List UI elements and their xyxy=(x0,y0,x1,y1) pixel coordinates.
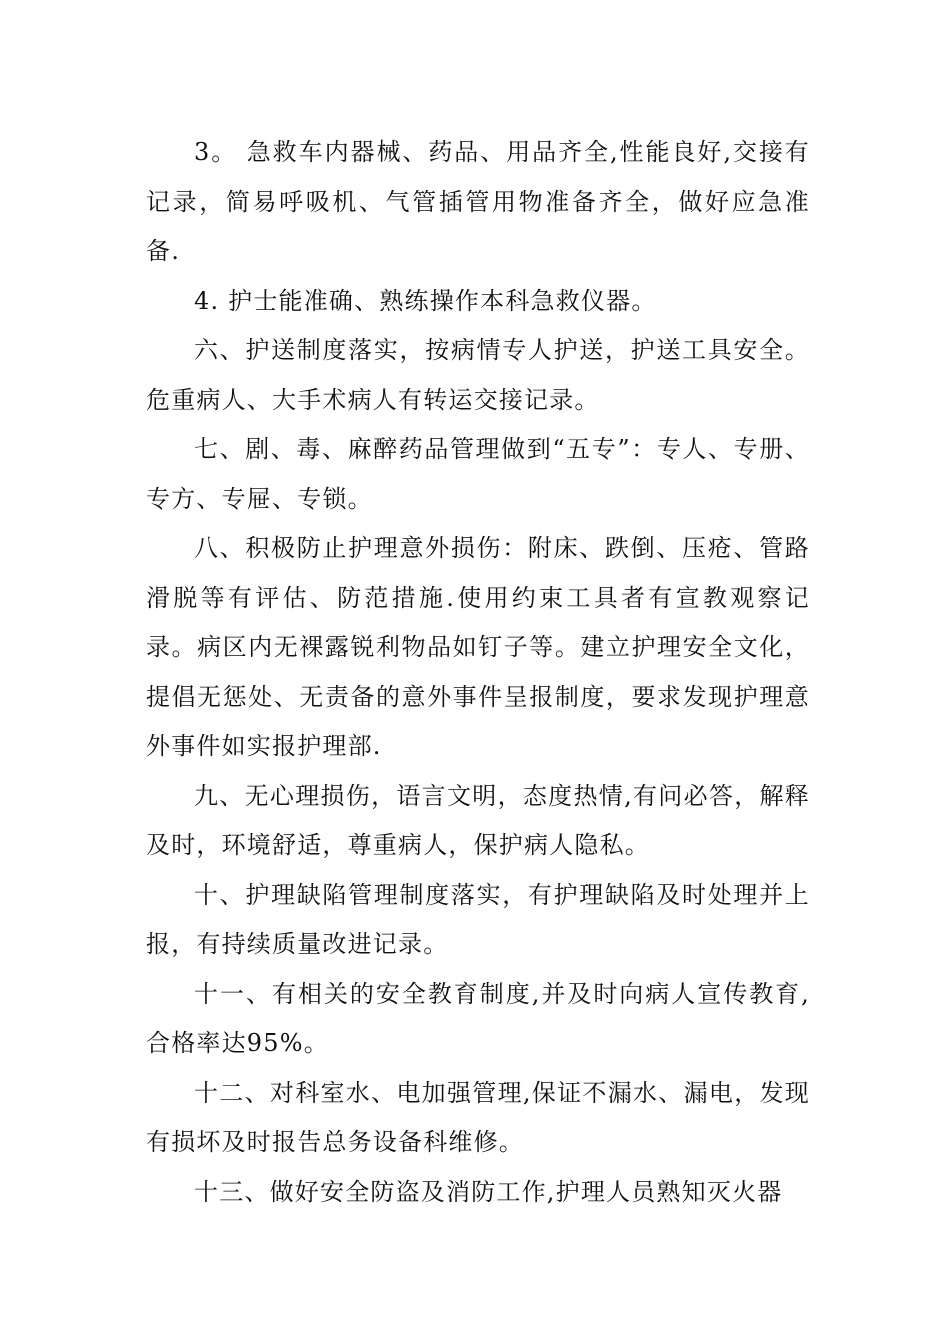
paragraph-section-12: 十二、对科室水、电加强管理,保证不漏水、漏电，发现有损坏及时报告总务设备科维修。 xyxy=(146,1078,810,1156)
paragraph-item-3: 3。 急救车内器械、药品、用品齐全,性能良好,交接有记录，简易呼吸机、气管插管用物准备齐全，做好应急准备. xyxy=(146,138,810,265)
paragraph-section-8: 八、积极防止护理意外损伤：附床、跌倒、压疮、管路滑脱等有评估、防范措施.使用约束工具者有宣教观察记录。病区内无裸露锐利物品如钉子等。建立护理安全文化，提倡无惩处、无责备的意外事件呈报制度，要求发现护理意外事件如实报护理部. xyxy=(146,534,810,760)
paragraph-section-6: 六、护送制度落实，按病情专人护送，护送工具安全。危重病人、大手术病人有转运交接记录。 xyxy=(146,336,810,414)
document-body xyxy=(146,128,810,1217)
paragraph-item-4: 4. 护士能准确、熟练操作本科急救仪器。 xyxy=(194,286,657,315)
paragraph-section-11: 十一、有相关的安全教育制度,并及时向病人宣传教育,合格率达95%。 xyxy=(146,979,810,1057)
paragraph-section-13: 十三、做好安全防盗及消防工作,护理人员熟知灭火器 xyxy=(194,1177,783,1206)
paragraph-section-7: 七、剧、毒、麻醉药品管理做到“五专”：专人、专册、专方、专屉、专锁。 xyxy=(146,435,810,513)
paragraph-section-10: 十、护理缺陷管理制度落实，有护理缺陷及时处理并上报，有持续质量改进记录。 xyxy=(146,880,810,958)
paragraph-section-9: 九、无心理损伤，语言文明，态度热情,有问必答，解释及时，环境舒适，尊重病人，保护病人隐私。 xyxy=(146,781,810,859)
